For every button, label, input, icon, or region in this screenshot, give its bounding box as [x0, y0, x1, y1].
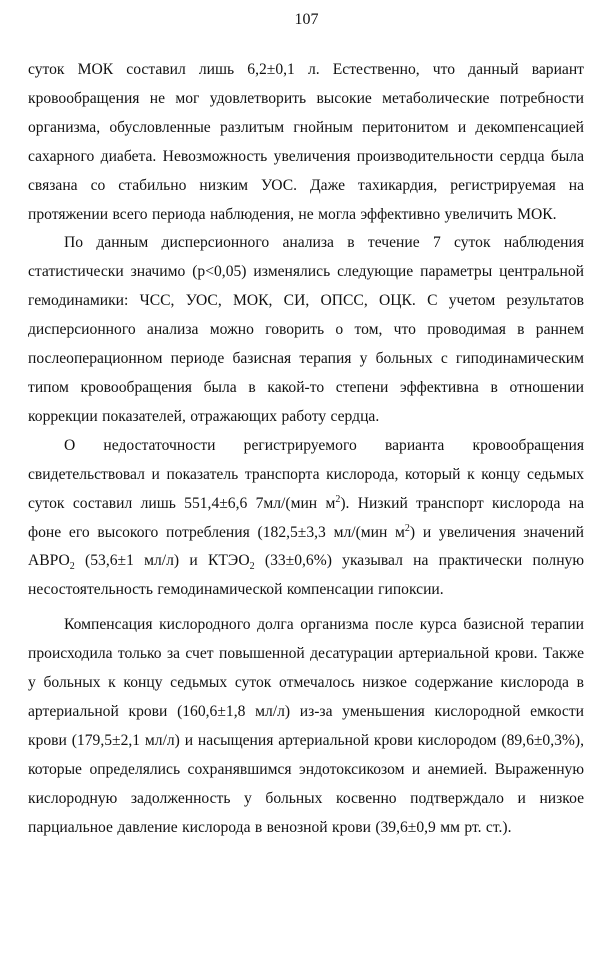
text-run: ). Низкий транспорт кислорода на фоне его высокого потребления (182,5±3,3 мл/(мин м: [28, 494, 584, 541]
text-run: О недостаточности регистрируемого варианта кровообращения свидетельствовал и показатель транспорта кислорода, который к концу седьмых суток составил лишь 551,4±6,6 7мл/(мин м: [28, 436, 584, 512]
paragraph: [28, 611, 584, 842]
text-run: (33±0,6%) указывал на практически полную несостоятельность гемодинамической компенсации гипоксии.: [28, 552, 584, 599]
text-run: суток МОК составил лишь 6,2±0,1 л. Естественно, что данный вариант кровообращения не мог удовлетворить высокие метаболические потребности организма, обусловленные разлитым гнойным перитонитом и декомпенсацией сахарного диабета. Невозможность увеличения производительности сердца была связана со стабильно низким УОС. Даже тахикардия, регистрируемая на протяжении всего периода наблюдения, не могла эффективно увеличить МОК.: [28, 61, 584, 223]
page-number: 107: [294, 11, 319, 28]
text-run: По данным дисперсионного анализа в течение 7 суток наблюдения статистически значимо (p<0,05) изменялись следующие параметры центральной гемодинамики: ЧСС, УОС, МОК, СИ, ОПСС, ОЦК. С учетом результатов дисперсионного анализа можно говорить о том, что проводимая в раннем послеоперационном периоде базисная терапия у больных с гиподинамическим типом кровообращения была в какой-то степени эффективна в отношении коррекции показателей, отражающих работу сердца.: [28, 234, 584, 425]
subscript: 2: [69, 561, 75, 573]
text-run: (53,6±1 мл/л) и КТЭО: [74, 552, 250, 570]
body-text: [28, 56, 584, 842]
superscript: 2: [335, 493, 341, 505]
superscript: 2: [404, 522, 410, 534]
paragraph: [28, 432, 584, 605]
paragraph: [28, 56, 584, 229]
paragraph: [28, 229, 584, 431]
text-run: Компенсация кислородного долга организма после курса базисной терапии происходила только за счет повышенной десатурации артериальной крови. Также у больных к концу седьмых суток отмечалось низкое содержание кислорода в артериальной крови (160,6±1,8 мл/л) из-за уменьшения кислородной емкости крови (179,5±2,1 мл/л) и насыщения артериальной крови кислородом (89,6±0,3%), которые определялись сохранявшимся эндотоксикозом и анемией. Выраженную кислородную задолженность у больных косвенно подтверждало и низкое парциальное давление кислорода в венозной крови (39,6±0,9 мм рт. ст.).: [28, 616, 584, 836]
subscript: 2: [249, 561, 255, 573]
text-run: ) и увеличения значений АВРО: [28, 523, 584, 570]
